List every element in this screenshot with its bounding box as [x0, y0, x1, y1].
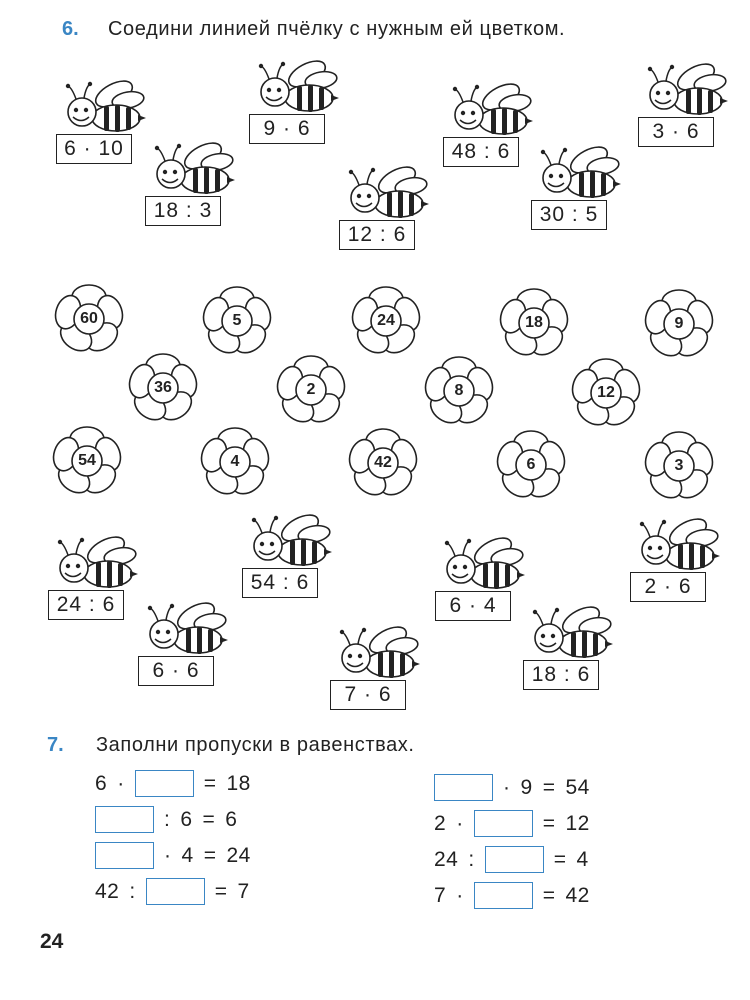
bee-card[interactable] [136, 604, 236, 684]
flower-number: 4 [230, 453, 240, 470]
bee-expression: 6 · 4 [435, 591, 511, 621]
bee-icon [433, 539, 533, 599]
equation [434, 846, 599, 873]
flower[interactable] [636, 428, 722, 504]
eq-equals: = [202, 807, 216, 831]
bee-expression: 6 · 10 [56, 134, 132, 164]
eq-operator: : [164, 807, 171, 831]
flower-number: 5 [232, 312, 242, 329]
flower[interactable] [636, 286, 722, 362]
bee-expression: 12 : 6 [339, 220, 415, 250]
flower-number: 3 [674, 457, 684, 474]
flower[interactable] [488, 427, 574, 503]
eq-operand: 7 [434, 883, 447, 907]
bee-card[interactable] [337, 168, 437, 248]
equation [434, 810, 600, 837]
flower[interactable] [120, 350, 206, 426]
task-6-instruction: Соедини линией пчёлку с нужным ей цветком. [108, 18, 566, 40]
eq-equals: = [203, 843, 217, 867]
bee-card[interactable] [240, 516, 340, 596]
bee-expression: 6 · 6 [138, 656, 214, 686]
task-6-number: 6. [62, 18, 79, 40]
flower-number: 54 [78, 452, 96, 469]
bee-expression: 48 : 6 [443, 137, 519, 167]
bee-icon [240, 516, 340, 576]
flower-number: 12 [597, 384, 615, 401]
answer-box[interactable] [434, 774, 493, 801]
flower-number: 2 [306, 381, 316, 398]
bee-card[interactable] [628, 520, 728, 600]
equation [95, 878, 260, 905]
eq-result: 42 [565, 883, 590, 907]
flower[interactable] [192, 424, 278, 500]
eq-result: 4 [576, 847, 589, 871]
bee-card[interactable] [529, 148, 629, 228]
bee-icon [328, 628, 428, 688]
answer-box[interactable] [146, 878, 205, 905]
equation [434, 774, 600, 801]
bee-icon [521, 608, 621, 668]
eq-result: 54 [565, 775, 590, 799]
flower[interactable] [194, 283, 280, 359]
flower-number: 42 [374, 454, 392, 471]
bee-expression: 9 · 6 [249, 114, 325, 144]
flower[interactable] [416, 353, 502, 429]
equation [95, 806, 247, 833]
bee-card[interactable] [521, 608, 621, 688]
bee-card[interactable] [441, 85, 541, 165]
bee-expression: 3 · 6 [638, 117, 714, 147]
flower-number: 18 [525, 314, 543, 331]
flower[interactable] [44, 423, 130, 499]
flower-number: 36 [154, 379, 172, 396]
task-7-number: 7. [47, 734, 64, 756]
eq-result: 24 [226, 843, 251, 867]
eq-operand: 9 [520, 775, 533, 799]
bee-icon [628, 520, 728, 580]
bee-expression: 24 : 6 [48, 590, 124, 620]
answer-box[interactable] [474, 810, 533, 837]
flower-number: 60 [80, 310, 98, 327]
page-number: 24 [40, 930, 64, 953]
eq-operator: : [468, 847, 475, 871]
bee-icon [54, 82, 154, 142]
eq-equals: = [214, 879, 228, 903]
bee-icon [136, 604, 236, 664]
answer-box[interactable] [485, 846, 544, 873]
bee-expression: 54 : 6 [242, 568, 318, 598]
task-7-instruction: Заполни пропуски в равенствах. [96, 734, 415, 756]
answer-box[interactable] [95, 806, 154, 833]
eq-result: 6 [225, 807, 238, 831]
flower[interactable] [491, 285, 577, 361]
eq-operand: 4 [181, 843, 194, 867]
equation [434, 882, 600, 909]
eq-operand: 6 [180, 807, 193, 831]
flower[interactable] [268, 352, 354, 428]
answer-box[interactable] [135, 770, 194, 797]
bee-icon [441, 85, 541, 145]
eq-operand: 2 [434, 811, 447, 835]
eq-equals: = [542, 775, 556, 799]
eq-operator: · [456, 883, 464, 907]
eq-operator: : [129, 879, 136, 903]
answer-box[interactable] [95, 842, 154, 869]
bee-icon [337, 168, 437, 228]
eq-operand: 42 [95, 879, 120, 903]
equation [95, 770, 261, 797]
bee-card[interactable] [46, 538, 146, 618]
flower[interactable] [46, 281, 132, 357]
eq-operand: 24 [434, 847, 459, 871]
bee-icon [636, 65, 736, 125]
eq-operator: · [456, 811, 464, 835]
flower[interactable] [340, 425, 426, 501]
eq-equals: = [542, 883, 556, 907]
eq-equals: = [553, 847, 567, 871]
flower[interactable] [563, 355, 649, 431]
answer-box[interactable] [474, 882, 533, 909]
bee-card[interactable] [433, 539, 533, 619]
eq-equals: = [203, 771, 217, 795]
eq-operator: · [503, 775, 511, 799]
flower[interactable] [343, 283, 429, 359]
eq-result: 7 [237, 879, 250, 903]
bee-card[interactable] [328, 628, 428, 708]
bee-expression: 18 : 6 [523, 660, 599, 690]
eq-result: 12 [565, 811, 590, 835]
flower-number: 24 [377, 312, 395, 329]
bee-icon [46, 538, 146, 598]
flower-number: 9 [674, 315, 684, 332]
bee-icon [247, 62, 347, 122]
bee-expression: 7 · 6 [330, 680, 406, 710]
eq-operator: · [164, 843, 172, 867]
equation [95, 842, 261, 869]
eq-operator: · [117, 771, 125, 795]
eq-result: 18 [226, 771, 251, 795]
bee-card[interactable] [143, 144, 243, 224]
bee-card[interactable] [247, 62, 347, 142]
flower-number: 6 [526, 456, 536, 473]
bee-icon [143, 144, 243, 204]
bee-expression: 18 : 3 [145, 196, 221, 226]
bee-icon [529, 148, 629, 208]
bee-card[interactable] [636, 65, 736, 145]
bee-expression: 30 : 5 [531, 200, 607, 230]
bee-card[interactable] [54, 82, 154, 162]
flower-number: 8 [454, 382, 464, 399]
eq-equals: = [542, 811, 556, 835]
eq-operand: 6 [95, 771, 108, 795]
bee-expression: 2 · 6 [630, 572, 706, 602]
